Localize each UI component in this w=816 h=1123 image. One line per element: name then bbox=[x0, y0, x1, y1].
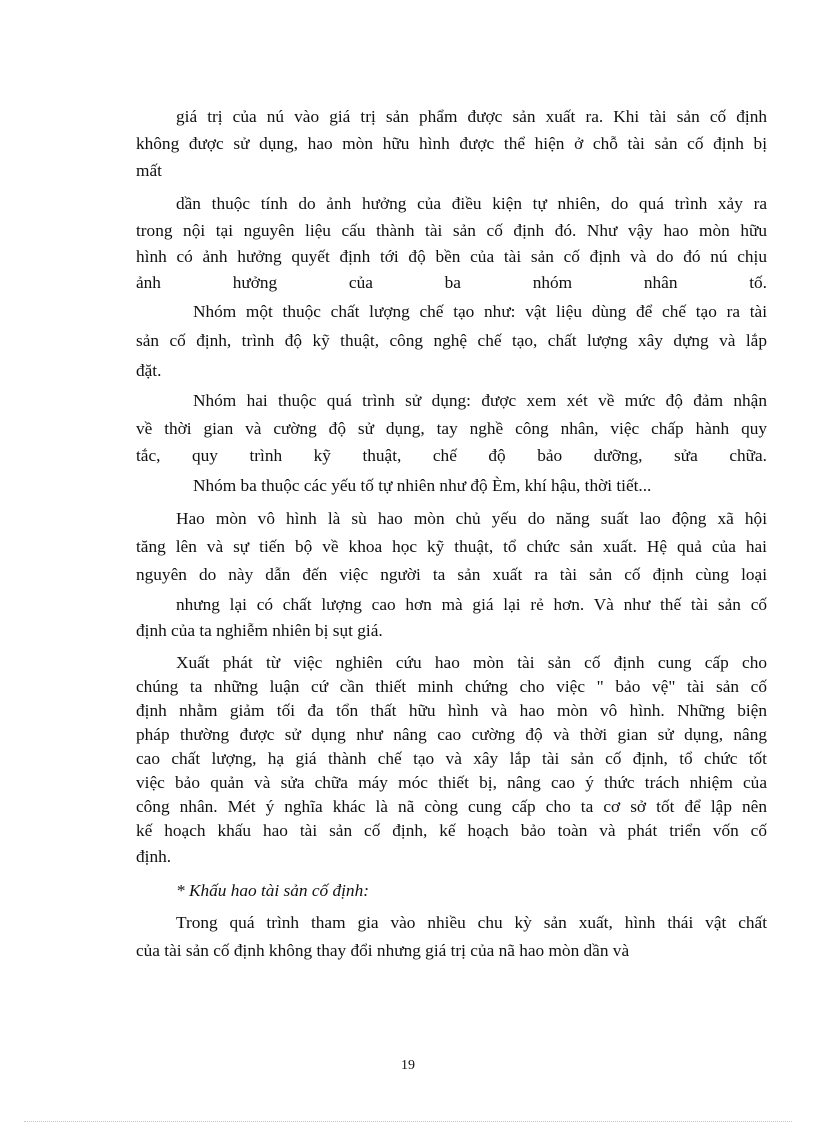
section-heading: * Khấu hao tài sản cố định: bbox=[176, 881, 369, 900]
paragraph5-line9: định. bbox=[136, 847, 172, 866]
paragraph3-line3: nguyên do này dẫn đến việc người ta sản xuất ra tài sản cố định cùng loại bbox=[136, 565, 767, 584]
paragraph5-line1: Xuất phát từ việc nghiên cứu hao mòn tài sản cố định cung cấp cho bbox=[176, 653, 767, 672]
paragraph2-line2: trong nội tại nguyên liệu cấu thành tài sản cố định đó. Như vậy hao mòn hữu bbox=[136, 221, 767, 240]
group1-line2: sản cố định, trình độ kỹ thuật, công nghệ chế tạo, chất lượng xây dựng và lắp bbox=[136, 331, 767, 350]
page-bottom-rule bbox=[24, 1121, 792, 1122]
paragraph5-line7: công nhân. Mét ý nghĩa khác là nã còng cung cấp cho ta cơ sở tốt để lập nên bbox=[136, 797, 767, 816]
paragraph1-line3: mất bbox=[136, 161, 162, 180]
page-number: 19 bbox=[401, 1058, 415, 1073]
group2-line2: về thời gian và cường độ sử dụng, tay nghề công nhân, việc chấp hành quy bbox=[136, 419, 767, 438]
paragraph3-line2: tăng lên và sự tiến bộ về khoa học kỹ thuật, tổ chức sản xuất. Hệ quả của hai bbox=[136, 537, 767, 556]
paragraph6-line1: Trong quá trình tham gia vào nhiều chu kỳ sản xuất, hình thái vật chất bbox=[176, 913, 767, 932]
group2-line1: Nhóm hai thuộc quá trình sử dụng: được xem xét về mức độ đảm nhận bbox=[193, 391, 767, 410]
paragraph5-line8: kế hoạch khấu hao tài sản cố định, kế hoạch bảo toàn và phát triển vốn cố bbox=[136, 821, 767, 840]
paragraph5-line6: việc bảo quản và sửa chữa máy móc thiết bị, nâng cao ý thức trách nhiệm của bbox=[136, 773, 767, 792]
paragraph1-line2: không được sử dụng, hao mòn hữu hình được thể hiện ở chỗ tài sản cố định bị bbox=[136, 134, 767, 153]
group1-line3: đặt. bbox=[136, 361, 162, 380]
group1-line1: Nhóm một thuộc chất lượng chế tạo như: vật liệu dùng để chế tạo ra tài bbox=[193, 302, 767, 321]
paragraph3-line1: Hao mòn vô hình là sù hao mòn chủ yếu do năng suất lao động xã hội bbox=[176, 509, 767, 528]
paragraph2-line4: ảnh hưởng của ba nhóm nhân tố. bbox=[136, 273, 767, 292]
paragraph4-line2: định của ta nghiễm nhiên bị sụt giá. bbox=[136, 621, 383, 640]
group2-line3: tắc, quy trình kỹ thuật, chế độ bảo dưỡng, sửa chữa. bbox=[136, 446, 767, 465]
group3-line1: Nhóm ba thuộc các yếu tố tự nhiên như độ Èm, khí hậu, thời tiết... bbox=[193, 476, 652, 495]
paragraph6-line2: của tài sản cố định không thay đổi nhưng giá trị của nã hao mòn dần và bbox=[136, 941, 630, 960]
paragraph2-line1: dần thuộc tính do ảnh hưởng của điều kiện tự nhiên, do quá trình xảy ra bbox=[176, 194, 767, 213]
paragraph1-line1: giá trị của nú vào giá trị sản phẩm được sản xuất ra. Khi tài sản cố định bbox=[176, 107, 767, 126]
paragraph5-line5: cao chất lượng, hạ giá thành chế tạo và xây lắp tài sản cố định, tổ chức tốt bbox=[136, 749, 767, 768]
paragraph5-line3: định nhằm giảm tối đa tổn thất hữu hình và hao mòn vô hình. Những biện bbox=[136, 701, 767, 720]
paragraph5-line2: chúng ta những luận cứ cần thiết minh chứng cho việc " bảo vệ" tài sản cố bbox=[136, 677, 767, 696]
paragraph5-line4: pháp thường được sử dụng như nâng cao cường độ và thời gian sử dụng, nâng bbox=[136, 725, 767, 744]
paragraph2-line3: hình có ảnh hưởng quyết định tới độ bền của tài sản cố định và do đó nú chịu bbox=[136, 247, 767, 266]
paragraph4-line1: nhưng lại có chất lượng cao hơn mà giá lại rẻ hơn. Và như thế tài sản cố bbox=[176, 595, 767, 614]
